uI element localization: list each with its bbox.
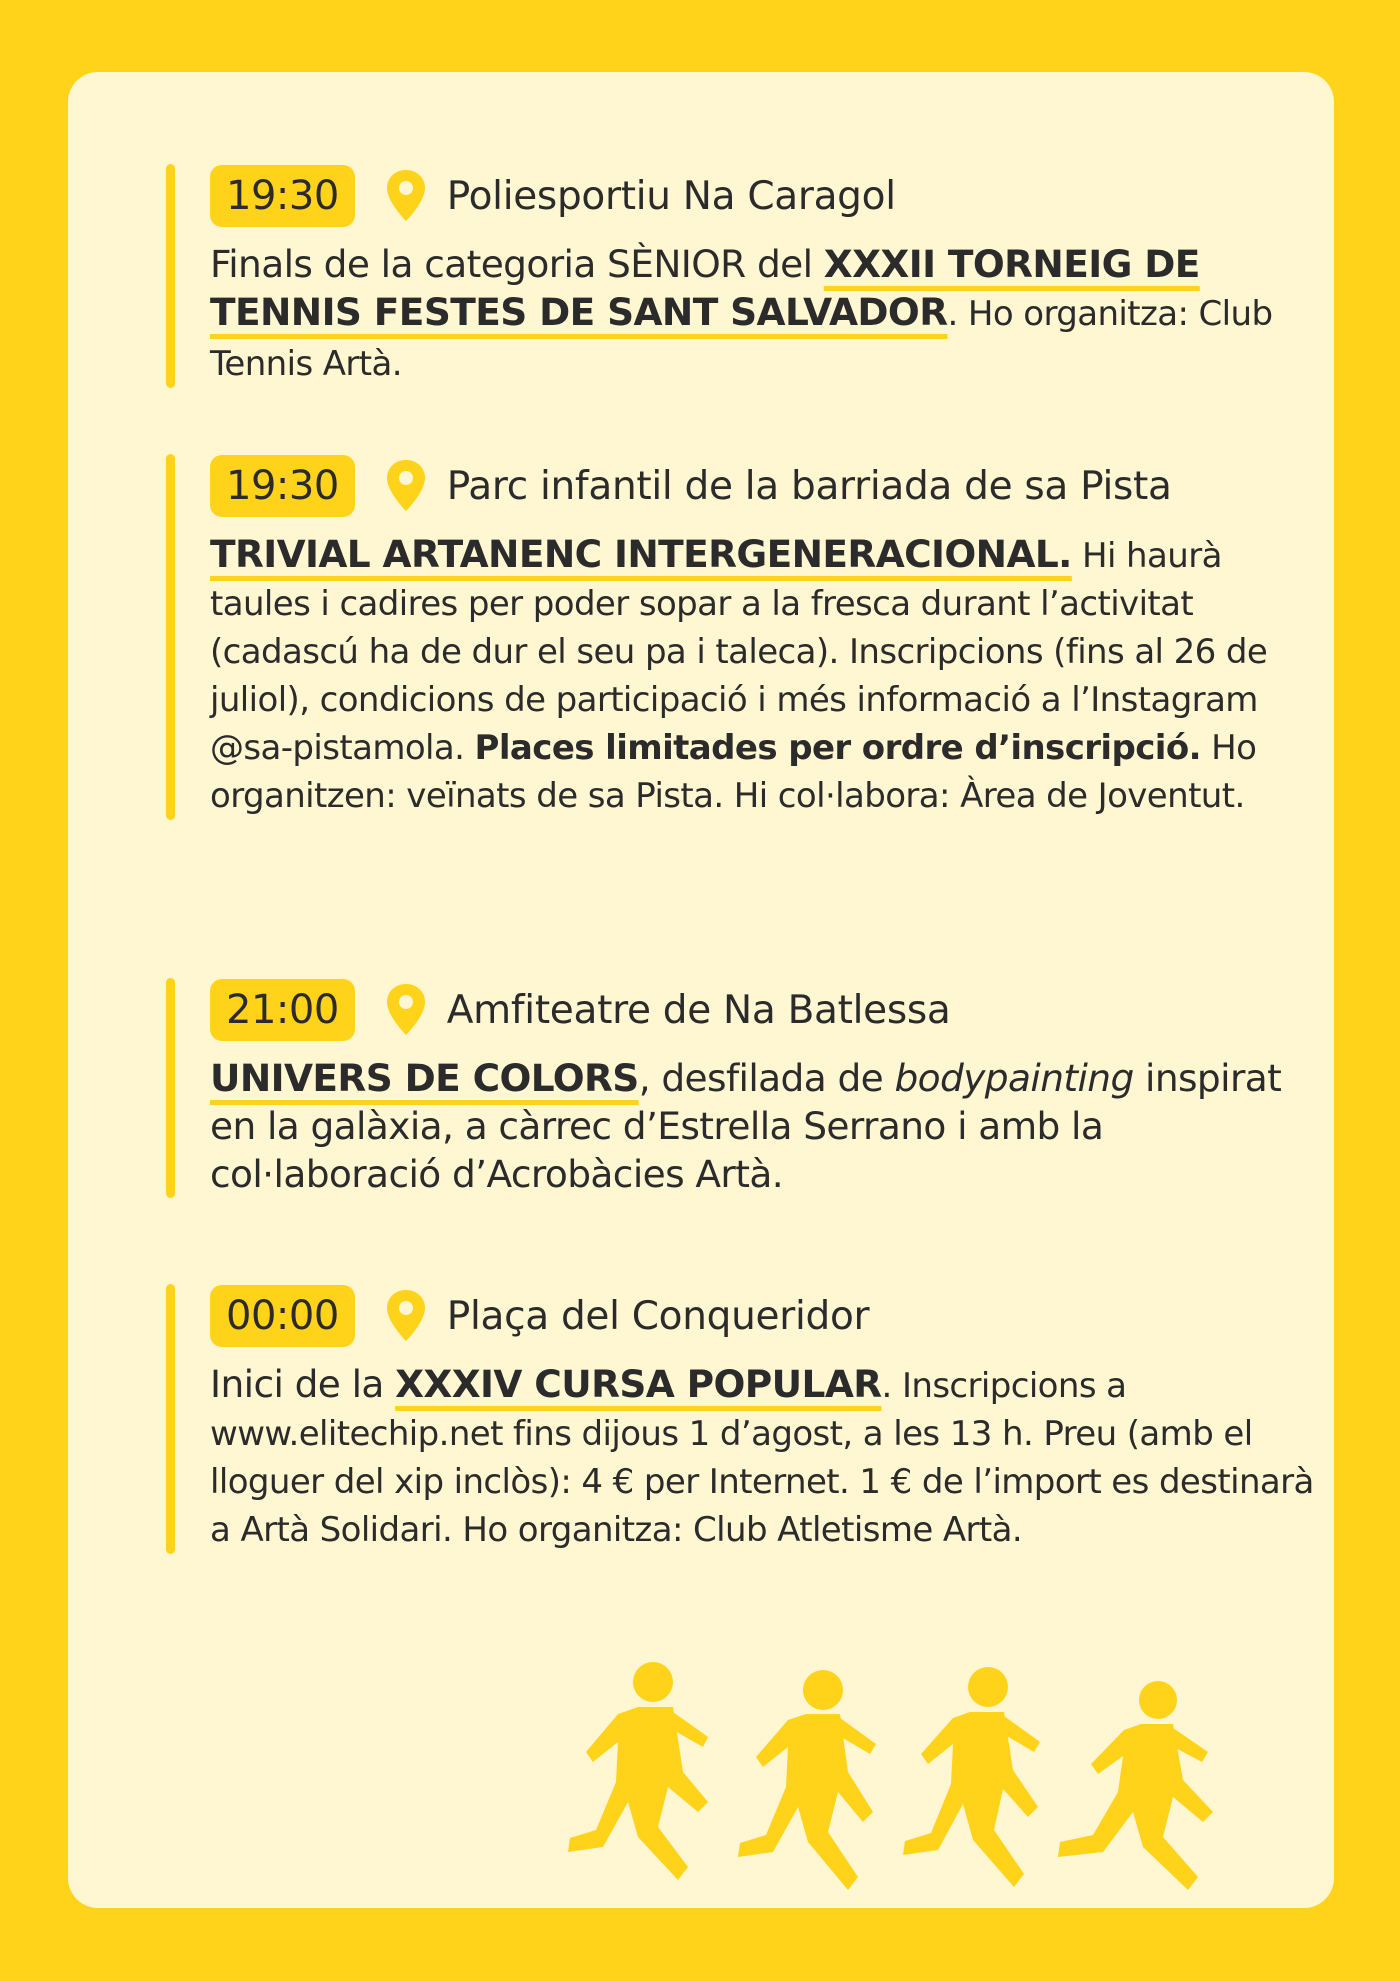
event-time: 21:00 [210, 979, 355, 1041]
description-text: Finals de la categoria SÈNIOR del [210, 242, 824, 286]
description-text: Ho organitza: Club Atletisme Artà. [452, 1510, 1023, 1550]
runner-icon [1058, 1681, 1213, 1890]
description-text: . Ho organitza: Club Tennis Artà. [210, 294, 1273, 384]
event-bar [166, 978, 175, 1198]
event-description [210, 530, 1320, 820]
location-pin-icon [383, 458, 429, 514]
description-text: Ho organitzen: veïnats de sa Pista. Hi col·labora: Àrea de Joventut. [210, 728, 1257, 816]
event-place: Parc infantil de la barriada de sa Pista [446, 463, 1172, 509]
event-title: UNIVERS DE COLORS [210, 1056, 639, 1100]
runner-icon [568, 1662, 708, 1880]
location-pin-icon [383, 1288, 429, 1344]
event-title: XXXII TORNEIG DE TENNIS FESTES DE SANT SALVADOR [210, 242, 1200, 334]
runners-illustration [558, 1652, 1258, 1908]
event-title: TRIVIAL ARTANENC INTERGENERACIONAL. [210, 532, 1072, 576]
event-bar [166, 454, 175, 820]
event-header [210, 164, 1320, 228]
event-time: 19:30 [210, 165, 355, 227]
event-place: Poliesportiu Na Caragol [446, 173, 896, 219]
description-bold: Places limitades per ordre d’inscripció. [474, 728, 1201, 768]
event-description [210, 240, 1320, 388]
description-text: . Inscripcions a www.elitechip.net fins dijous 1 d’agost, a les 13 h. Preu (amb el lloguer del xip inclòs): 4 € per Internet. 1 € de l’import es destinarà a Artà Solidari. [210, 1366, 1314, 1550]
event-2 [166, 454, 1320, 820]
event-description [210, 1360, 1320, 1554]
runner-icon [738, 1670, 876, 1890]
event-4 [166, 1284, 1320, 1554]
description-text: , desfilada de [638, 1056, 895, 1100]
location-pin-icon [383, 982, 429, 1038]
program-card [68, 72, 1334, 1908]
event-1 [166, 164, 1320, 388]
event-description [210, 1054, 1320, 1198]
event-place: Plaça del Conqueridor [446, 1293, 870, 1339]
description-text: Inici de la [210, 1362, 396, 1406]
event-time: 00:00 [210, 1285, 355, 1347]
description-text: inspirat en la galàxia, a càrrec d’Estrella Serrano i amb la col·laboració d’Acrobàcies Artà. [210, 1056, 1282, 1196]
description-italic: bodypainting [894, 1056, 1134, 1100]
event-time: 19:30 [210, 455, 355, 517]
description-text: Hi haurà taules i cadires per poder sopar a la fresca durant l’activitat (cadascú ha de dur el seu pa i taleca). Inscripcions (fins al 26 de juliol), condicions de participació i més informació a l’Instagram @sa-pistamola. [210, 536, 1268, 768]
event-3 [166, 978, 1320, 1198]
runner-icon [903, 1667, 1040, 1887]
event-bar [166, 164, 175, 388]
event-bar [166, 1284, 175, 1554]
event-header [210, 454, 1320, 518]
event-place: Amfiteatre de Na Batlessa [446, 987, 951, 1033]
event-header [210, 978, 1320, 1042]
event-title: XXXIV CURSA POPULAR [395, 1362, 882, 1406]
event-header [210, 1284, 1320, 1348]
location-pin-icon [383, 168, 429, 224]
